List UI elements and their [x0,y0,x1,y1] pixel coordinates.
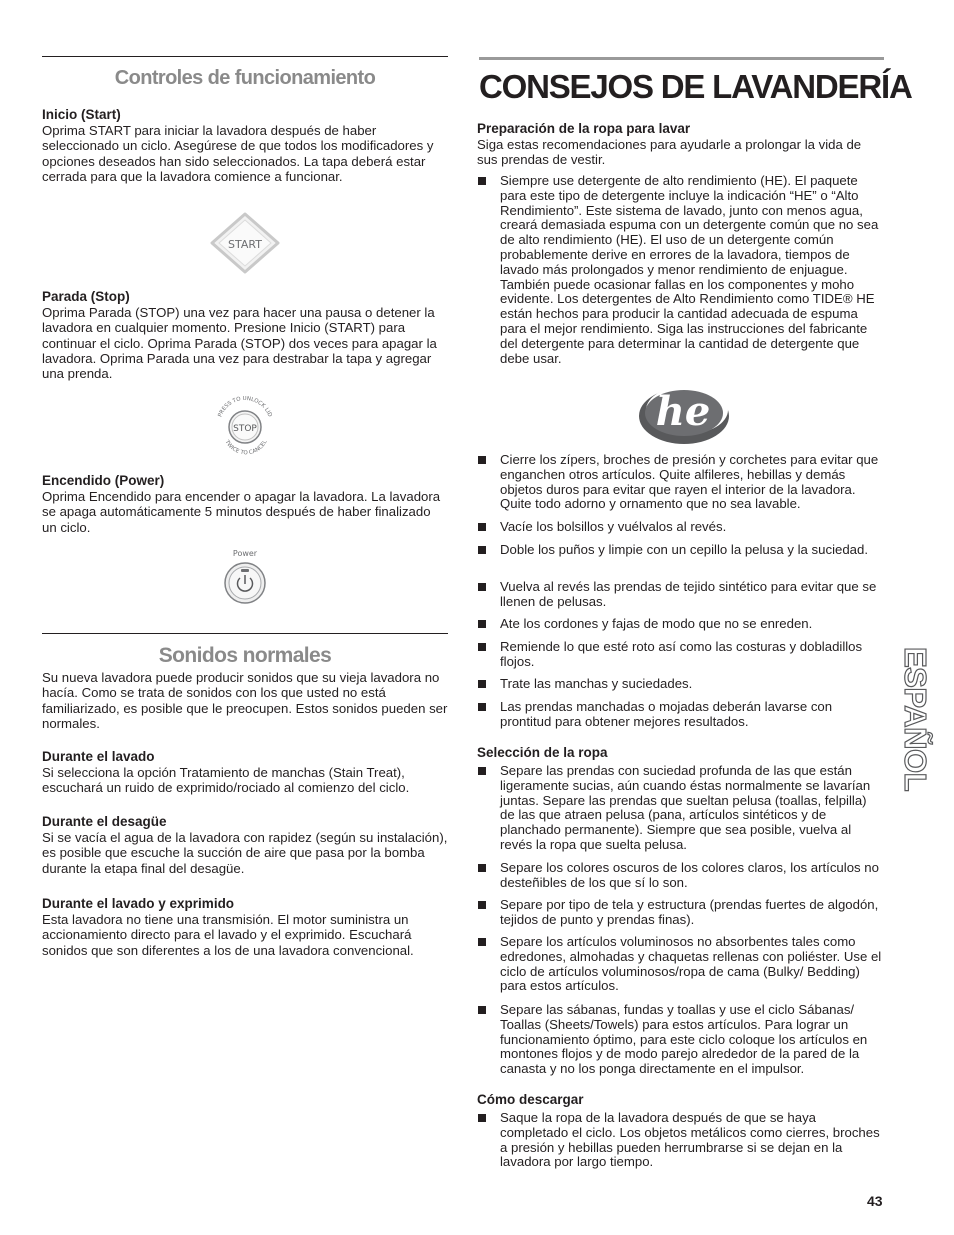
list-item: Separe las sábanas, fundas y toallas y use el ciclo Sábanas/ Toallas (Sheets/Towels) para estos artículos. Para lograr un funcionamiento óptimo, para este ciclo coloque los artículos en montones flojos y de modo parejo alrededor de la pared de la canasta y no los ponga directamente en el impulsor. [477,1003,884,1077]
bullet-icon [478,177,486,185]
list-item: Ate los cordones y fajas de modo que no se enreden. [477,617,884,632]
list-item: Vuelva al revés las prendas de tejido sintético para evitar que se llenen de pelusas. [477,580,884,610]
bullet-icon [478,1114,486,1122]
start-text: Oprima START para iniciar la lavadora después de haber seleccionado un ciclo. Asegúrese de que todos los modificadores y opciones deseados han sido seleccionados. La tapa deberá estar cerrada para que la lavadora comience a funcionar. [42,123,434,184]
list-item: Separe por tipo de tela y estructura (prendas fuertes de algodón, tejidos de punto y prendas finas). [477,898,884,928]
bullet-icon [478,546,486,554]
list-item: Separe las prendas con suciedad profunda de las que están ligeramente sucias, aún cuando éstas normalmente se lavarían juntas. Separe las prendas que sueltan pelusa (toallas, felpilla) de las que atraen pelusa (pana, artículos sintéticos y de planchado permanente). Siempre que sea posible, vuelva al revés la ropa que suelta pelusa. [477,764,884,853]
bullet-icon [478,938,486,946]
stop-block [42,289,448,381]
sounds-section-title: Sonidos normales [158,644,332,667]
start-button-label: START [228,238,262,251]
bullet-icon [478,864,486,872]
power-button-label: Power [232,549,258,558]
wash-text: Si selecciona la opción Tratamiento de manchas (Stain Treat), escuchará un ruido de exprimido/rociado al comienzo del ciclo. [42,765,410,796]
bullet-icon [478,620,486,628]
start-heading: Inicio (Start) [42,107,121,122]
drain-text: Si se vacía el agua de la lavadora con rapidez (según su instalación), es posible que escuche la succión de aire que pasa por la bomba durante la etapa final del desagüe. [42,830,448,876]
sort-heading: Selección de la ropa [477,745,608,760]
power-button-illustration [220,546,270,606]
start-block [42,107,448,184]
bullet-icon [478,767,486,775]
section-rule [42,633,448,634]
unload-section [477,1092,884,1108]
drain-heading: Durante el desagüe [42,814,167,829]
bullet-icon [478,583,486,591]
power-text: Oprima Encendido para encender o apagar la lavadora. La lavadora se apaga automáticamente 5 minutos después de haber finalizado un ciclo. [42,489,441,535]
spin-heading: Durante el lavado y exprimido [42,896,235,911]
power-block [42,473,448,535]
stop-button-label: STOP [233,424,257,434]
list-item: Vacíe los bolsillos y vuélvalos al revés. [477,520,884,535]
bullet-icon [478,680,486,688]
list-item: Doble los puños y limpie con un cepillo la pelusa y la suciedad. [477,543,884,558]
stop-arc-bottom-text: TWICE TO CANCEL [223,439,269,457]
stop-arc-top-text: PRESS TO UNLOCK LID [217,395,273,419]
list-item: Siempre use detergente de alto rendimiento (HE). El paquete para este tipo de detergente incluye la indicación “HE” o “Alto Rendimiento”. Este sistema de lavado, junto con menos agua, creará demasiada espuma con un detergente común que no sea de alto rendimiento (HE). El uso de un detergente común probablemente derive en errores de la lavadora, tiempos de lavado más prolongados y menor rendimiento de enjuague. También puede ocasionar fallas en los componentes y moho evidente. Los detergentes de Alto Rendimiento como TIDE® HE están hechos para producir la cantidad adecuada de espuma para el mejor rendimiento. Siga las instrucciones del fabricante del detergente para determinar la cantidad de detergente que debe usar. [477,174,884,366]
spin-text: Esta lavadora no tiene una transmisión. El motor suministra un accionamiento directo para el lavado y el exprimido. Escuchará sonidos que son diferentes a los de una lavadora convencional. [42,912,414,958]
he-logo-text: he [655,388,711,435]
bullet-icon [478,1006,486,1014]
prep-intro: Siga estas recomendaciones para ayudarle a prolongar la vida de sus prendas de vestir. [477,137,862,168]
stop-button-illustration [212,394,278,460]
prep-section [477,121,884,168]
drain-block [42,814,448,876]
list-item: Trate las manchas y suciedades. [477,677,884,692]
start-button-illustration [206,212,284,274]
power-heading: Encendido (Power) [42,473,165,488]
sort-section [477,745,884,761]
side-tab-label: ESPAÑOL [898,647,933,792]
bullet-icon [478,456,486,464]
bullet-icon [478,901,486,909]
prep-heading: Preparación de la ropa para lavar [477,121,691,136]
bullet-icon [478,703,486,711]
list-item: Cierre los zípers, broches de presión y corchetes para evitar que enganchen otros artículos. Quite alfileres, hebillas y demás objetos duros para evitar que rayen el interior de la lavadora. Quite todo adorno y ornamento que no sea lavable. [477,453,884,512]
list-item: Remiende lo que esté roto así como las costuras y dobladillos flojos. [477,640,884,670]
stop-heading: Parada (Stop) [42,289,130,304]
page-number: 43 [867,1193,883,1209]
he-logo [637,380,731,448]
wash-block [42,749,448,796]
title-rule [479,57,884,60]
page-title: CONSEJOS DE LAVANDERÍA [479,68,912,105]
bullet-icon [478,523,486,531]
spin-block [42,896,448,958]
wash-heading: Durante el lavado [42,749,155,764]
unload-heading: Cómo descargar [477,1092,584,1107]
list-item: Separe los artículos voluminosos no absorbentes tales como edredones, almohadas y chaquetas rellenas con poliéster. Use el ciclo de artículos voluminosos/ropa de cama (Bulky/ Bedding) para estos artículos. [477,935,884,994]
list-item: Separe los colores oscuros de los colores claros, los artículos no desteñibles de los que sí lo son. [477,861,884,891]
bullet-icon [478,643,486,651]
controls-section-title: Controles de funcionamiento [114,67,376,89]
section-rule [42,56,448,57]
list-item: Las prendas manchadas o mojadas deberán lavarse con prontitud para obtener mejores resultados. [477,700,884,730]
language-side-tab [898,645,933,835]
sounds-intro: Su nueva lavadora puede producir sonidos que su vieja lavadora no hacía. Como se trata de sonidos con los que usted no está familiarizado, es posible que le preocupen. Estos sonidos pueden ser normales. [42,670,448,731]
list-item: Saque la ropa de la lavadora después de que se haya completado el ciclo. Los objetos metálicos como cierres, broches a presión y hebillas pueden herrumbrarse si se dejan en la lavadora por largo tiempo. [477,1111,884,1170]
stop-text: Oprima Parada (STOP) una vez para hacer una pausa o detener la lavadora en cualquier momento. Presione Inicio (START) para continuar el ciclo. Oprima Parada (STOP) dos veces para apagar la lavadora. Oprima Parada una vez para destrabar la tapa y agregar una prenda. [42,305,437,382]
